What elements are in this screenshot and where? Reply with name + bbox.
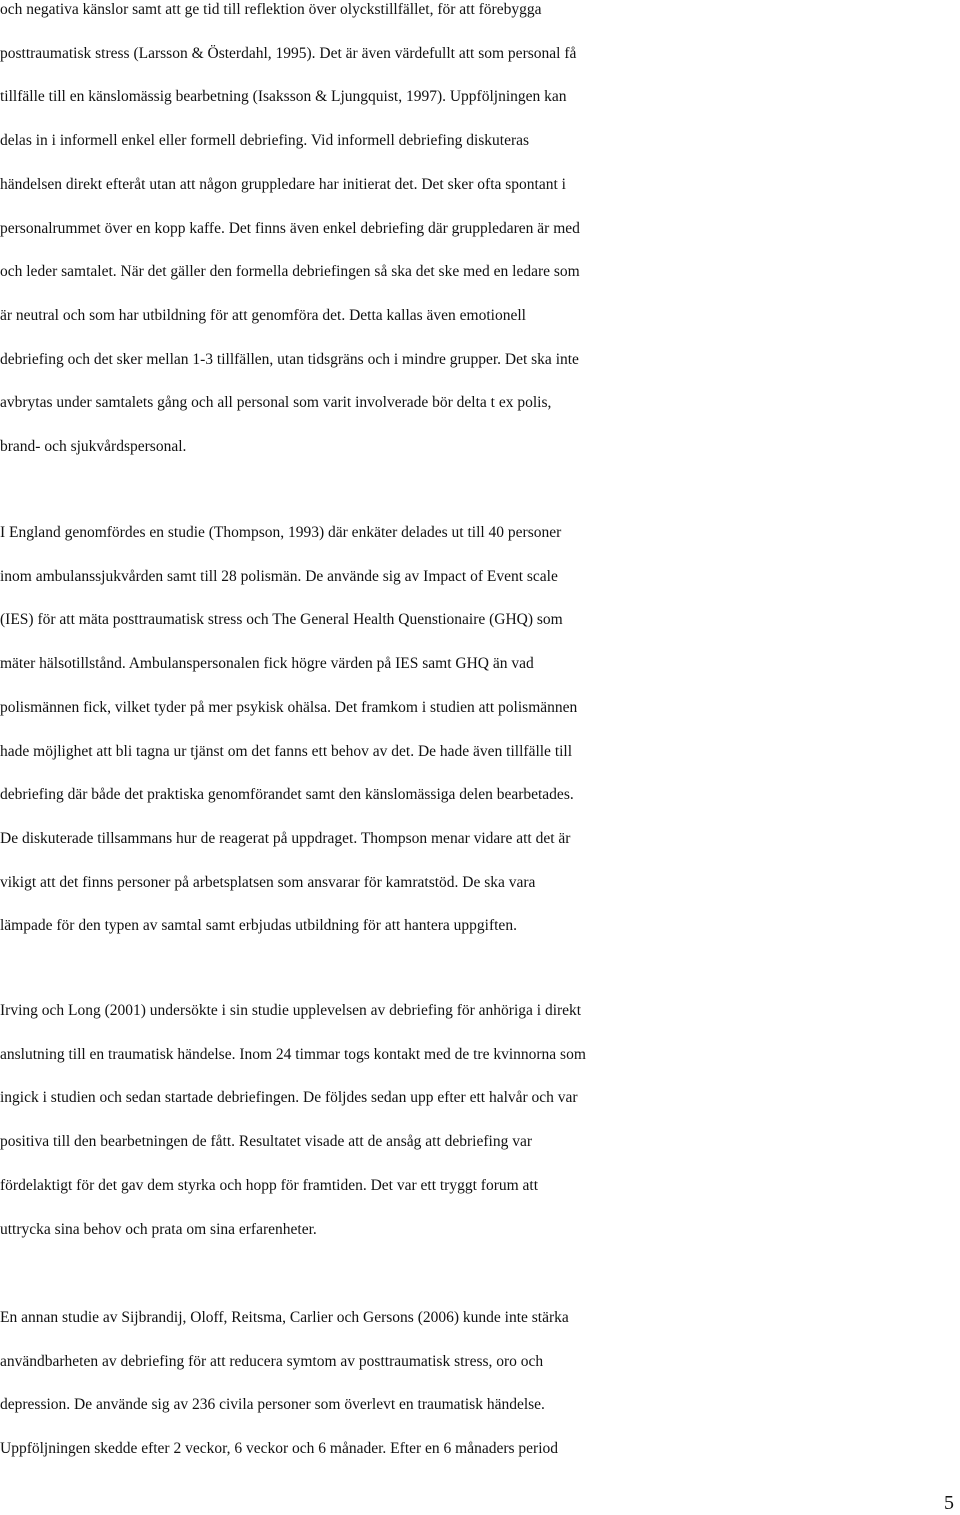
paragraph-thompson-study <box>0 511 960 948</box>
text-line: mäter hälsotillstånd. Ambulanspersonalen fick högre värden på IES samt GHQ än vad <box>0 655 534 673</box>
paragraph-irving-long-study <box>0 989 960 1251</box>
text-line: polismännen fick, vilket tyder på mer psykisk ohälsa. Det framkom i studien att polismännen <box>0 698 578 716</box>
paragraph-debriefing-intro <box>0 0 960 469</box>
text-line: brand- och sjukvårdspersonal. <box>0 438 187 456</box>
text-line: anslutning till en traumatisk händelse. Inom 24 timmar togs kontakt med de tre kvinnorna som <box>0 1045 586 1063</box>
text-line: Uppföljningen skedde efter 2 veckor, 6 veckor och 6 månader. Efter en 6 månaders period <box>0 1440 559 1458</box>
text-line: debriefing och det sker mellan 1-3 tillfällen, utan tidsgräns och i mindre grupper. Det ska inte <box>0 350 579 368</box>
text-line: posttraumatisk stress (Larsson & Österdahl, 1995). Det är även värdefullt att som personal få <box>0 44 577 62</box>
paragraph-sijbrandij-study <box>0 1296 960 1471</box>
text-line: tillfälle till en känslomässig bearbetning (Isaksson & Ljungquist, 1997). Uppföljningen kan <box>0 88 567 106</box>
text-line: I England genomfördes en studie (Thompson, 1993) där enkäter delades ut till 40 personer <box>0 524 562 541</box>
text-line: lämpade för den typen av samtal samt erbjudas utbildning för att hantera uppgiften. <box>0 917 517 935</box>
text-line: vikigt att det finns personer på arbetsplatsen som ansvarar för kamratstöd. De ska vara <box>0 873 536 891</box>
text-line: händelsen direkt efteråt utan att någon gruppledare har initierat det. Det sker ofta spontant i <box>0 175 566 193</box>
text-line: delas in i informell enkel eller formell debriefing. Vid informell debriefing diskuteras <box>0 132 530 150</box>
text-line: personalrummet över en kopp kaffe. Det finns även enkel debriefing där gruppledaren är med <box>0 219 580 237</box>
text-line: är neutral och som har utbildning för att genomföra det. Detta kallas även emotionell <box>0 306 526 324</box>
text-line: och leder samtalet. När det gäller den formella debriefingen så ska det ske med en ledare som <box>0 263 580 281</box>
text-line: positiva till den bearbetningen de fått. Resultatet visade att de ansåg att debriefing var <box>0 1133 532 1151</box>
text-line: fördelaktigt för det gav dem styrka och hopp för framtiden. Det var ett tryggt forum att <box>0 1176 539 1194</box>
text-line: Irving och Long (2001) undersökte i sin studie upplevelsen av debriefing för anhöriga i direkt <box>0 1002 582 1019</box>
text-line: och negativa känslor samt att ge tid till reflektion över olyckstillfället, för att förebygga <box>0 1 542 18</box>
text-line: (IES) för att mäta posttraumatisk stress och The General Health Quenstionaire (GHQ) som <box>0 611 563 629</box>
text-line: De diskuterade tillsammans hur de reagerat på uppdraget. Thompson menar vidare att det är <box>0 829 571 847</box>
text-line: hade möjlighet att bli tagna ur tjänst om det fanns ett behov av det. De hade även tillfälle till <box>0 742 573 760</box>
text-line: användbarheten av debriefing för att reducera symtom av posttraumatisk stress, oro och <box>0 1352 544 1370</box>
text-line: inom ambulanssjukvården samt till 28 polismän. De använde sig av Impact of Event scale <box>0 567 558 585</box>
text-line: depression. De använde sig av 236 civila personer som överlevt en traumatisk händelse. <box>0 1396 545 1414</box>
text-line: debriefing där både det praktiska genomförandet samt den känslomässiga delen bearbetades. <box>0 786 574 804</box>
text-line: avbrytas under samtalets gång och all personal som varit involverade bör delta t ex polis, <box>0 394 552 412</box>
text-line: uttrycka sina behov och prata om sina erfarenheter. <box>0 1220 317 1238</box>
text-line: ingick i studien och sedan startade debriefingen. De följdes sedan upp efter ett halvår och var <box>0 1089 578 1107</box>
text-line: En annan studie av Sijbrandij, Oloff, Reitsma, Carlier och Gersons (2006) kunde inte stärka <box>0 1309 569 1326</box>
page-number: 5 <box>944 1492 954 1514</box>
